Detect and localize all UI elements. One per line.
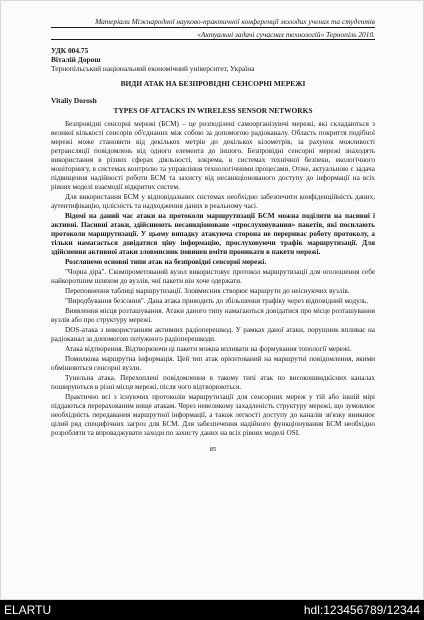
header-rule-2: [51, 39, 375, 40]
paragraph-wormhole: Тунельна атака. Перехоплені повідомлення в такому типі атак по високошвидкісних каналах пошируються в різні місця мережі, після чого відтворюються.: [51, 374, 375, 391]
repository-name: ELARTU: [4, 603, 52, 617]
paragraph-replay: Атака відтворення. Відтворюючи ці пакети можна впливати на формування топології мережі.: [65, 345, 352, 353]
paragraph-requirements: Для використання БСМ у відповідальних системах необхідно забезпечити конфіденційність даних, аутентифікацію, цілісність та надходження даних в реальному часі.: [51, 193, 375, 210]
conference-header: [51, 17, 375, 40]
paragraph-intro: Безпровідні сенсорні мережі (БСМ) – це розподілені самоорганізуючі мережі, які складаються з великої кількості сенсорів об'єднаних між собою за допомогою радіоканалу. Область покриття подібної мережі може становити від декількох метрів до декількох кілометрів, за рахунок можливості ретрансляції повідомлень від одного елемента до іншого. Безпровідні сенсорні мережі знаходять використання в різних сферах діяльності, зокрема, в системах технічної безпеки, екологічного моніторингу, в системах контролю та управління технологічними процесами. Отже, актуальною є задача підвищення надійності роботи БСМ та захисту від несанкціонованого доступу до інформації на всіх рівнях моделі взаємодії відкритих систем.: [51, 120, 375, 191]
paragraph-location: Виявлення місця розташування. Атаки даного типу намагаються довідатися про місце розташування вузлів або про структуру мережі.: [51, 307, 375, 324]
author-en: Vitaliy Dorosh: [51, 96, 97, 105]
affiliation: Тернопільський національний економічний університет, Україна: [51, 64, 255, 73]
header-rule: [51, 27, 375, 28]
title-en: TYPES OF ATTACKS IN WIRELESS SENSOR NETWORKS: [113, 106, 313, 115]
page-content: [51, 17, 375, 453]
paragraph-types-intro: Розглянемо основні типи атак на безпровідні сенсорні мережі.: [65, 258, 267, 266]
paragraph-dos: DOS-атака з використанням активних радіоперешкод. У рамках даної атаки, порушник впливає на радіоканал за допомогою потужного радіоперешкоди.: [51, 326, 375, 343]
header-line-1: Матеріали Міжнародної науково-практичної конференції молодих учених та студентів: [95, 17, 375, 26]
handle-id: hdl:123456789/12344: [303, 603, 420, 617]
paragraph-sleep-deprivation: "Виродбування безсоння". Дана атака приводить до збільшення трафіку через відповідний модуль.: [65, 297, 369, 305]
udc-code: УДК 004.75: [51, 46, 89, 55]
paragraph-table-overflow: Переповнення таблиці маршрутизації. Зловмисник створює маршрути до неіснуючих вузлів.: [65, 287, 350, 295]
paragraph-false-routing: Помилкова маршрутна інформація. Цей тип атак орієнтований на маршрутні повідомлення, якими обмінюються сенсорні вузли.: [51, 355, 375, 372]
page-number: 85: [209, 446, 217, 453]
header-line-2: «Актуальні задачі сучасних технологій» Тернопіль 2010.: [197, 30, 375, 39]
paragraph-attack-classes: Відомі на даний час атаки на протоколи маршрутизації БСМ можна поділити на пасивні і активні. Пасивні атаки, здійснюють несанкціоноване «прослуховування» пакетів, які посилають протоколи маршрутизації. У цьому випадку атакуюча сторона не перериває роботу протоколу, а тільки намагається довідатися ціну інформацію, прослуховуючи трафік маршрутизації. Для здійснення активної атаки зловмисник повинен вміти проникати в пакети мережі.: [51, 212, 375, 256]
title-uk: ВИДИ АТАК НА БЕЗПРОВІДНІ СЕНСОРНІ МЕРЕЖІ: [120, 79, 306, 88]
author-uk: Віталій Дорош: [51, 55, 101, 64]
paragraph-black-hole: "Чорна діра". Скомпрометований вузол використовує протокол маршрутизації для оголошення себе найкоротшим шляхом до вузлів, чиї пакети він хоче одержати.: [51, 268, 375, 285]
footer-bar: [0, 600, 424, 620]
paragraph-conclusion: Практично всі з існуючих протоколів маршрутизації для сенсорних мереж у тій або іншій мірі піддаються перерахованим вище атакам. Через невеликому захадленість структуру мережі, що зумовлює необхідність передавання маршрутної інформації, а також легкості доступу до каналів зв'язку вникнює цілий ряд специфічних загроз для БСМ. Для забезпечення надійного функціонування БСМ необхідно розробляти та впроваджувати заходи по захисту даних на всіх рівнях моделі OSI.: [51, 393, 375, 437]
